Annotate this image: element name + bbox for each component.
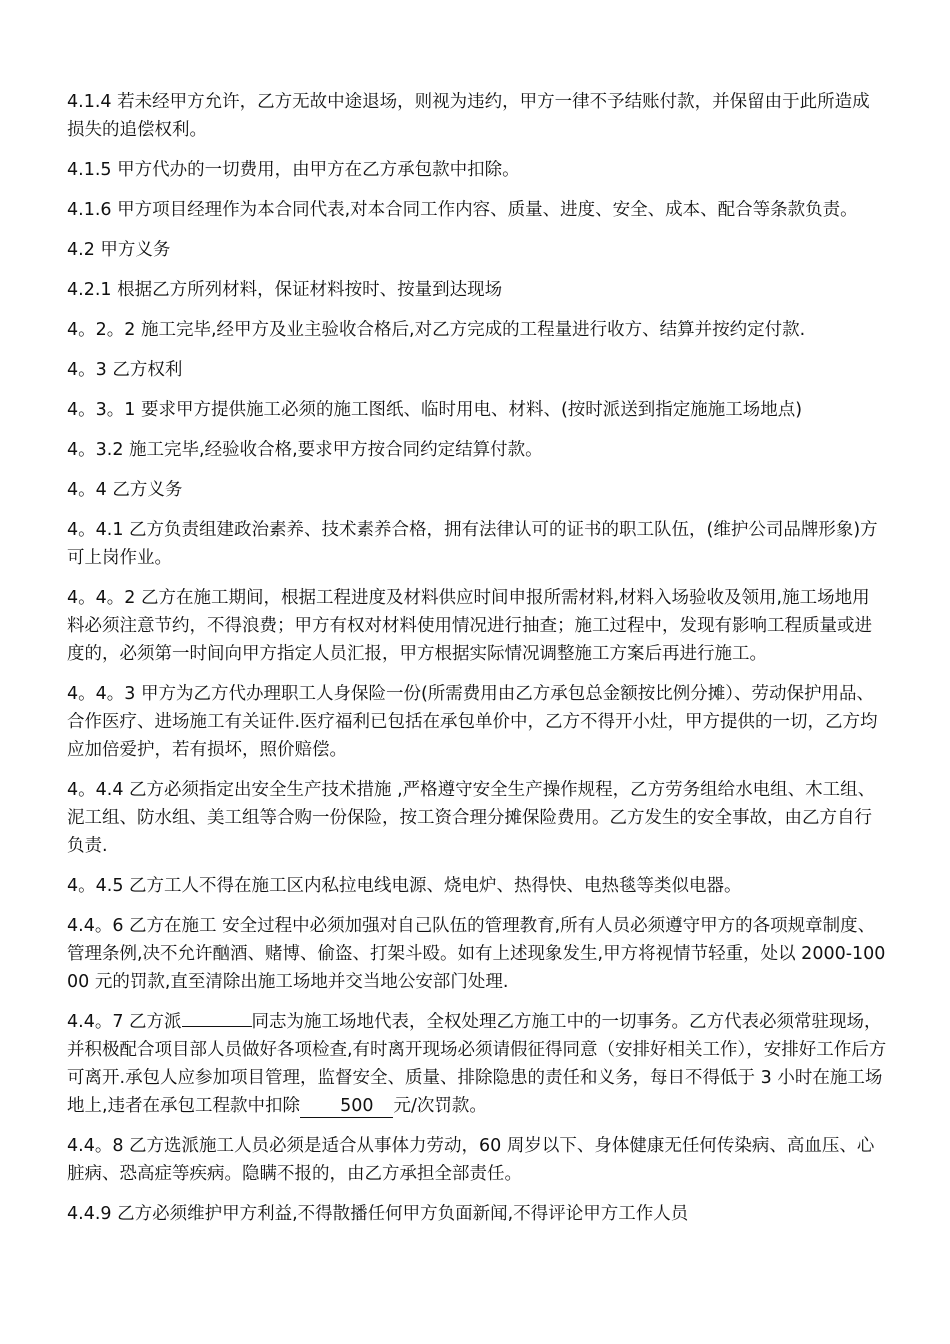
clause-4-4-5: 4。4.5 乙方工人不得在施工区内私拉电线电源、烧电炉、热得快、电热毯等类似电器。 <box>67 876 742 896</box>
clause-4-4-8: 4.4。8 乙方选派施工人员必须是适合从事体力劳动，60 周岁以下、身体健康无任何传染病、高血压、心脏病、恐高症等疾病。隐瞒不报的，由乙方承担全部责任。 <box>67 1136 875 1184</box>
representative-blank <box>182 1026 252 1027</box>
clause-4-4-6: 4.4。6 乙方在施工 安全过程中必须加强对自己队伍的管理教育,所有人员必须遵守甲方的各项规章制度、管理条例,决不允许酗酒、赌博、偷盗、打架斗殴。如有上述现象发生,甲方将视情节轻重，处以 2000-10000 元的罚款,直至清除出施工场地并交当地公安部门处理. <box>67 916 886 992</box>
clause-4-4-4: 4。4.4 乙方必须指定出安全生产技术措施 ,严格遵守安全生产操作规程，乙方劳务组给水电组、木工组、泥工组、防水组、美工组等合购一份保险，按工资合理分摊保险费用。乙方发生的安全事故，由乙方自行负责. <box>67 780 876 856</box>
clause-4-2-2: 4。2。2 施工完毕,经甲方及业主验收合格后,对乙方完成的工程量进行收方、结算并按约定付款. <box>67 320 806 340</box>
section-4-4-heading: 4。4 乙方义务 <box>67 480 183 500</box>
clause-4-4-1: 4。4.1 乙方负责组建政治素养、技术素养合格，拥有法律认可的证书的职工队伍，(维护公司品牌形象)方可上岗作业。 <box>67 520 878 568</box>
clause-4-3-2: 4。3.2 施工完毕,经验收合格,要求甲方按合同约定结算付款。 <box>67 440 543 460</box>
clause-4-4-7-part2: 同志为施工场地代表，全权处理乙方施工中的一切事务。乙方代表必须常驻现场，并积极配合项目部人员做好各项检查,有时离开现场必须请假征得同意（安排好相关工作），安排好工作后方可离开.承包人应参加项目管理，监督安全、质量、排除隐患的责任和义务，每日不得低于 3 小时在施工场地上,违者在承包工程款中扣除 <box>67 1012 887 1116</box>
clause-4-1-5: 4.1.5 甲方代办的一切费用，由甲方在乙方承包款中扣除。 <box>67 160 520 180</box>
clause-4-4-2: 4。4。2 乙方在施工期间，根据工程进度及材料供应时间申报所需材料,材料入场验收及领用,施工场地用料必须注意节约，不得浪费；甲方有权对材料使用情况进行抽查；施工过程中，发现有影响工程质量或进度的，必须第一时间向甲方指定人员汇报，甲方根据实际情况调整施工方案后再进行施工。 <box>67 588 872 664</box>
clause-4-4-3: 4。4。3 甲方为乙方代办理职工人身保险一份(所需费用由乙方承包总金额按比例分摊）、劳动保护用品、合作医疗、进场施工有关证件.医疗福利已包括在承包单价中，乙方不得开小灶，甲方提供的一切，乙方均应加倍爱护，若有损坏，照价赔偿。 <box>67 684 878 760</box>
clause-4-4-9: 4.4.9 乙方必须维护甲方利益,不得散播任何甲方负面新闻,不得评论甲方工作人员 <box>67 1204 689 1224</box>
clause-4-2-1: 4.2.1 根据乙方所列材料，保证材料按时、按量到达现场 <box>67 280 503 300</box>
clause-4-1-6: 4.1.6 甲方项目经理作为本合同代表,对本合同工作内容、质量、进度、安全、成本、配合等条款负责。 <box>67 200 858 220</box>
fine-amount-blank: 500 <box>300 1095 393 1118</box>
clause-4-3-1: 4。3。1 要求甲方提供施工必须的施工图纸、临时用电、材料、(按时派送到指定施施工场地点) <box>67 400 803 420</box>
clause-4-4-7 <box>67 1008 887 1120</box>
section-4-3-heading: 4。3 乙方权利 <box>67 360 183 380</box>
clause-4-4-7-part1: 4.4。7 乙方派 <box>67 1012 182 1032</box>
clause-4-1-4: 4.1.4 若未经甲方允许，乙方无故中途退场，则视为违约，甲方一律不予结账付款，并保留由于此所造成损失的追偿权利。 <box>67 92 870 140</box>
clause-4-4-7-part3: 元/次罚款。 <box>393 1096 487 1116</box>
contract-page <box>67 88 887 1240</box>
section-4-2-heading: 4.2 甲方义务 <box>67 240 171 260</box>
